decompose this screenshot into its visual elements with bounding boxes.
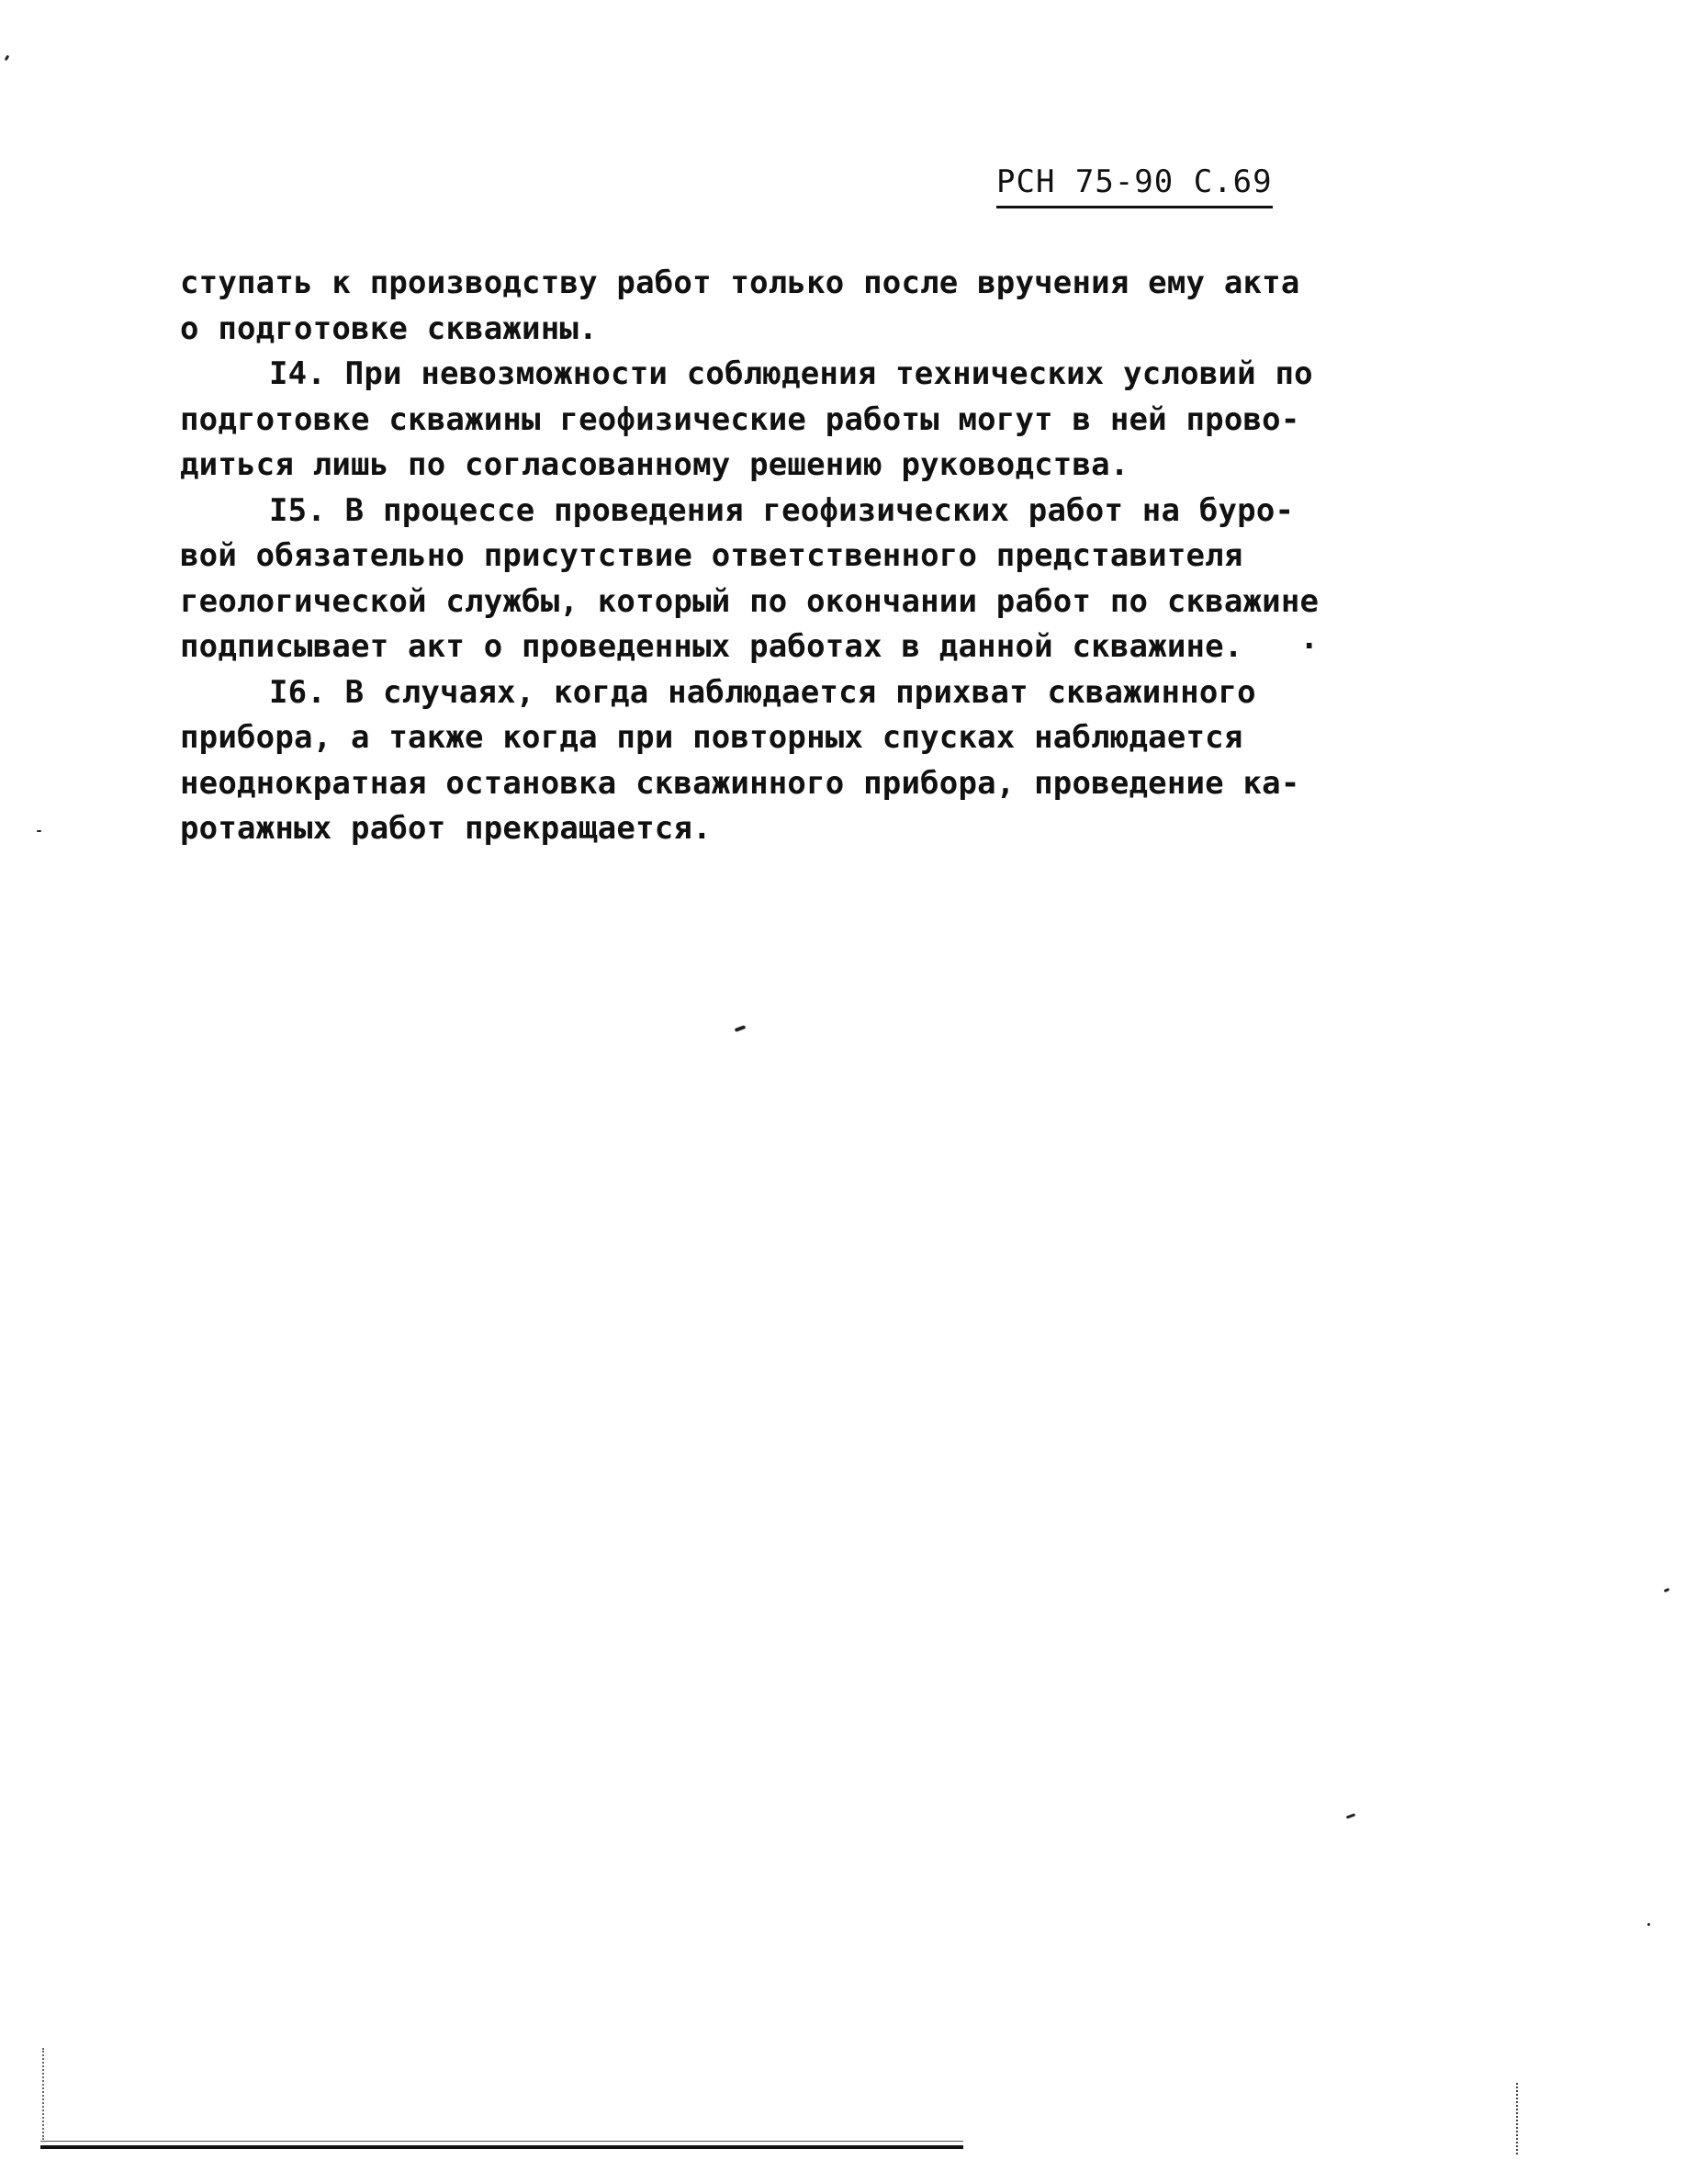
- scan-speck: [1346, 1813, 1355, 1818]
- document-reference: РСН 75-90 С.69: [996, 163, 1273, 208]
- scan-speck: [735, 1025, 747, 1032]
- scan-speck: [5, 55, 10, 62]
- text-line: диться лишь по согласованному решению руководства.: [180, 446, 1129, 483]
- paragraph-14-start: I4. При невозможности соблюдения технических условий по: [269, 355, 1313, 392]
- text-line: подписывает акт о проведенных работах в данной скважине. ·: [180, 628, 1320, 665]
- text-line: ротажных работ прекращается.: [180, 810, 712, 847]
- text-line: ступать к производству работ только после вручения ему акта: [180, 264, 1300, 301]
- text-line: о подготовке скважины.: [180, 309, 598, 347]
- text-line: геологической службы, который по окончании работ по скважине: [180, 582, 1320, 620]
- text-line: вой обязательно присутствие ответственного представителя: [180, 537, 1243, 574]
- paragraph-15-start: I5. В процессе проведения геофизических работ на буро-: [269, 491, 1295, 529]
- scan-speck: [1647, 1923, 1650, 1926]
- scan-edge-marks: [1516, 2083, 1520, 2154]
- paragraph-16-start: I6. В случаях, когда наблюдается прихват скважинного: [269, 673, 1256, 711]
- text-line: прибора, а также когда при повторных спусках наблюдается: [180, 719, 1243, 756]
- bottom-rule: [40, 2145, 963, 2149]
- text-line: подготовке скважины геофизические работы могут в ней прово-: [180, 400, 1300, 438]
- scan-edge-marks: [42, 2048, 46, 2140]
- bottom-rule: [40, 2141, 963, 2142]
- scan-speck: [1664, 1588, 1670, 1592]
- text-line: неоднократная остановка скважинного прибора, проведение ка-: [180, 764, 1300, 802]
- document-body: [180, 261, 1320, 852]
- scan-speck: [37, 830, 41, 832]
